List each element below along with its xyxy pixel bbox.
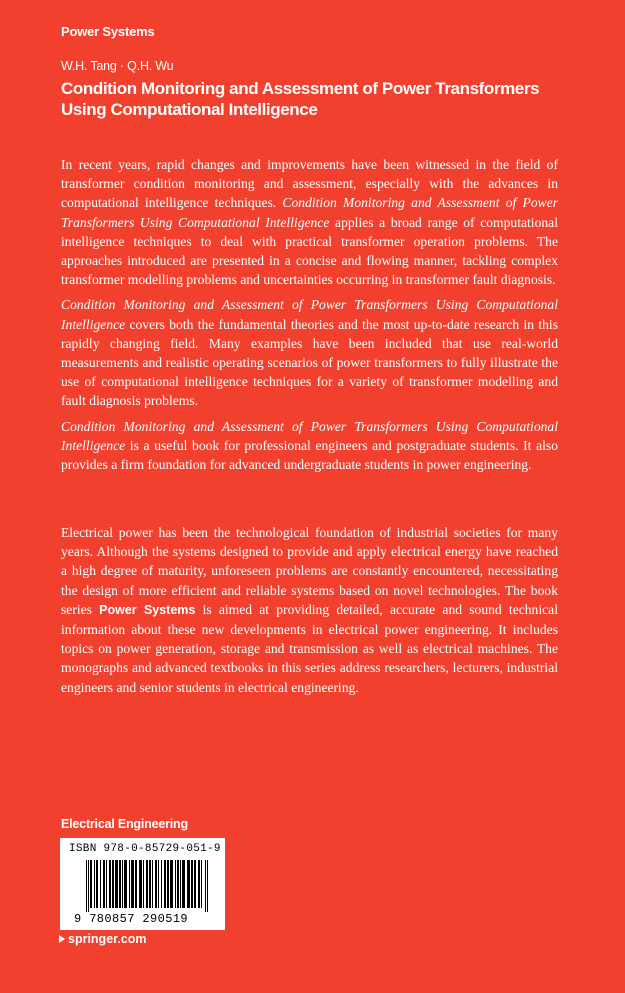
description-text: In recent years, rapid changes and improvements have been witnessed in the field of transformer condition monitoring and assessment, especially with the advances in computational intelligence techniques.	[61, 157, 558, 211]
publisher-url: springer.com	[68, 932, 147, 946]
series-description-text: is aimed at providing detailed, accurate and sound technical information about these new developments in electrical power engineering. It includes topics on power generation, storage and transmission as well as electrical machines. The monographs and advanced textbooks in this series address researchers, lecturers, industrial engineers and senior students in electrical engineering.	[61, 601, 558, 695]
barcode	[86, 860, 208, 912]
series-name: Power Systems	[61, 24, 155, 39]
description-text: is a useful book for professional engineers and postgraduate students. It also provides a firm foundation for advanced undergraduate students in power engineering.	[61, 437, 558, 473]
description-paragraph	[61, 155, 558, 289]
series-description-paragraph	[61, 523, 558, 697]
series-description-text: Electrical power has been the technological foundation of industrial societies for many years. Although the systems designed to provide and apply electrical energy have reached a high degree of maturity, unforeseen problems are constantly encountered, necessitating the design of more efficient and reliable systems based on novel technologies. The book series	[61, 525, 558, 617]
barcode-digits: 9 780857 290519	[74, 912, 189, 926]
description-text: applies a broad range of computational intelligence techniques to deal with practical transformer operation problems. The approaches introduced are presented in a concise and flowing manner, tackling complex transformer modelling problems and uncertainties occurring in transformer fault diagnosis.	[61, 214, 558, 288]
series-description	[61, 523, 558, 697]
arrow-right-icon	[59, 935, 65, 943]
authors: W.H. Tang · Q.H. Wu	[61, 59, 174, 73]
description-paragraph	[61, 295, 558, 410]
description-title-italic: Condition Monitoring and Assessment of Power Transformers Using Computational Intelligence	[61, 418, 558, 453]
description-title-italic: Condition Monitoring and Assessment of Power Transformers Using Computational Intelligence	[61, 195, 559, 230]
series-name-inline: Power Systems	[99, 602, 196, 617]
isbn-barcode-box	[60, 838, 225, 930]
book-title: Condition Monitoring and Assessment of Power Transformers Using Computational Intelligence	[61, 79, 540, 119]
description-text: covers both the fundamental theories and the most up-to-date research in this rapidly changing field. Many examples have been included that use real-world measurements and realistic operating scenarios of power transformers to fully illustrate the use of computational intelligence techniques for a variety of transformer modelling and fault diagnosis problems.	[61, 316, 558, 409]
book-description	[61, 155, 558, 474]
isbn-number: ISBN 978-0-85729-051-9	[69, 843, 221, 855]
description-title-italic: Condition Monitoring and Assessment of Power Transformers Using Computational Intelligence	[61, 297, 558, 332]
publisher-link[interactable]	[59, 932, 147, 946]
description-paragraph	[61, 417, 558, 475]
subject-category: Electrical Engineering	[61, 817, 188, 831]
